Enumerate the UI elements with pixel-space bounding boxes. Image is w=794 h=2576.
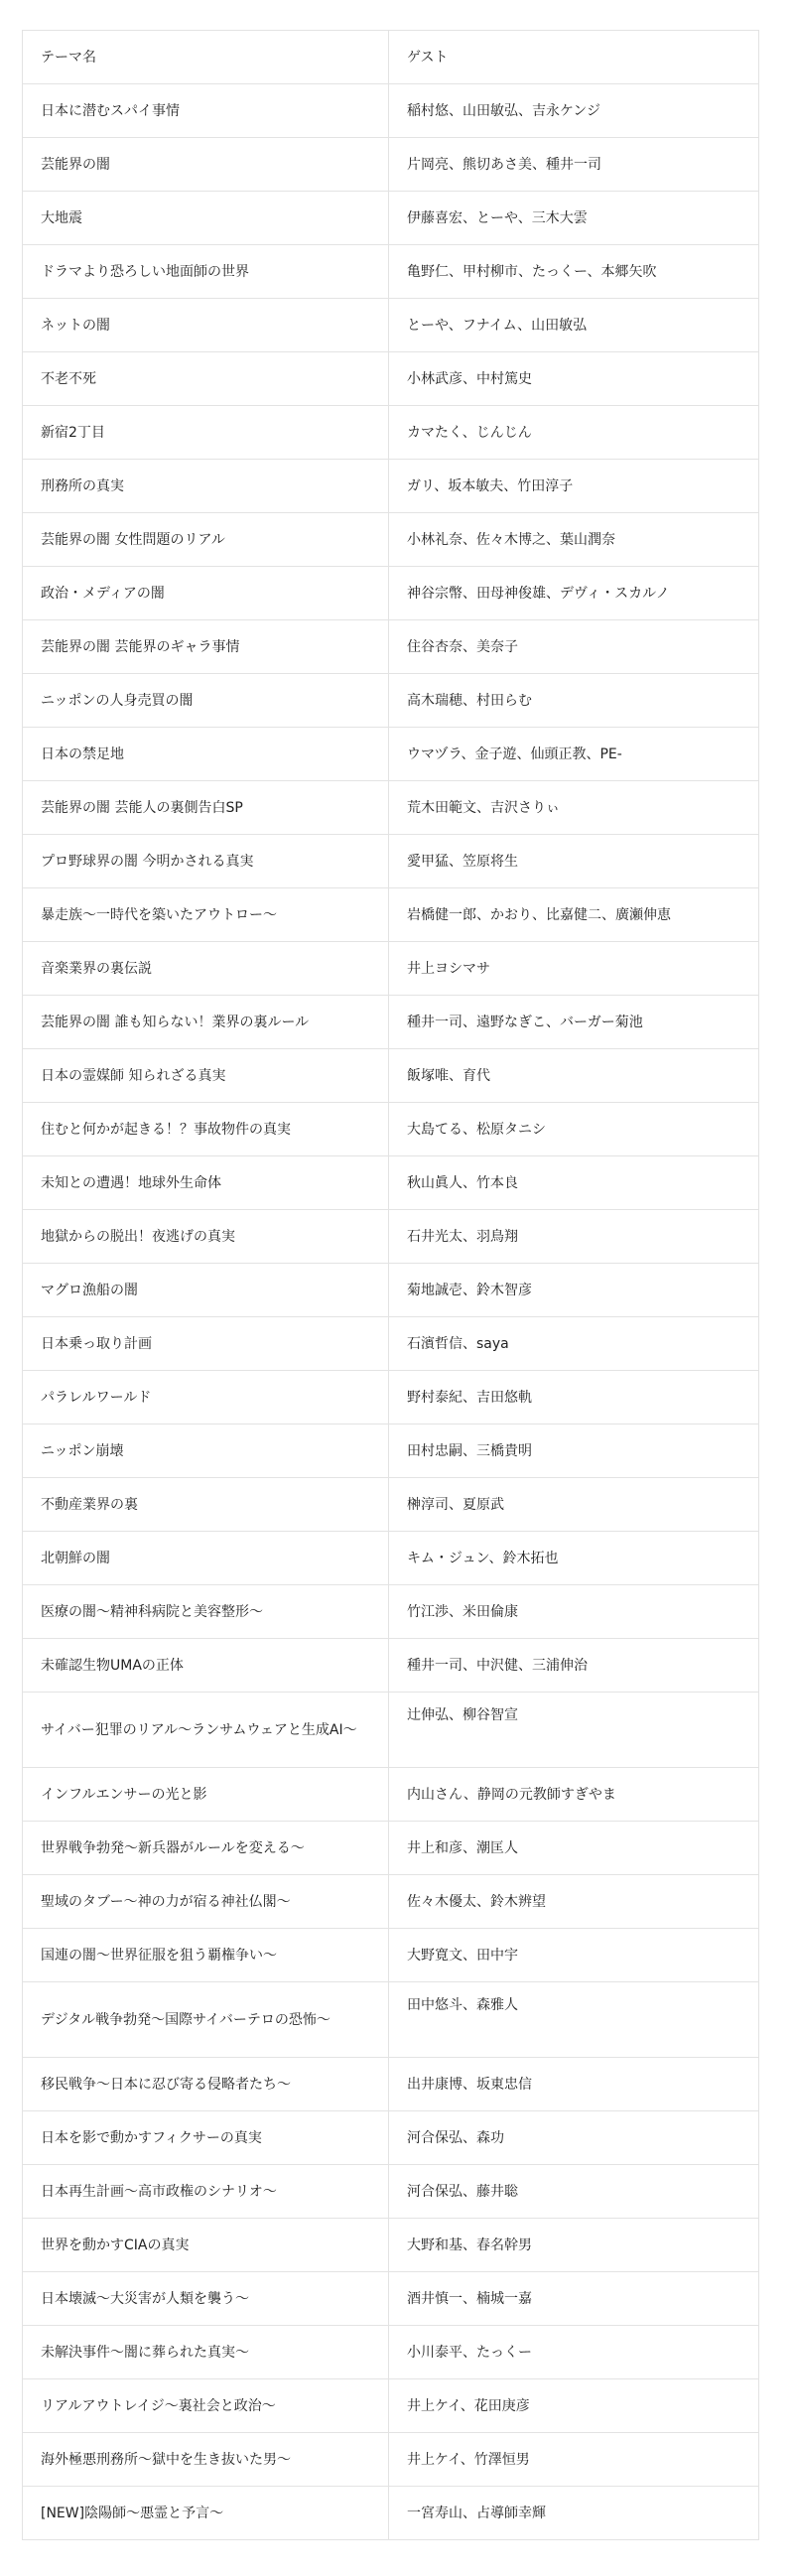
table-row <box>23 513 759 567</box>
theme-name-cell: 芸能界の闇 芸能人の裏側告白SP <box>23 781 389 835</box>
guest-cell: 荒木田範文、吉沢さりぃ <box>389 781 759 835</box>
guest-cell: 種井一司、中沢健、三浦伸治 <box>389 1639 759 1693</box>
table-row <box>23 1424 759 1478</box>
theme-name-cell: 日本を影で動かすフィクサーの真実 <box>23 2111 389 2165</box>
table-row <box>23 2326 759 2379</box>
theme-name-cell: 音楽業界の裏伝説 <box>23 942 389 996</box>
table-row <box>23 1639 759 1693</box>
guest-cell: 竹江渉、米田倫康 <box>389 1585 759 1639</box>
guest-cell: 岩橋健一郎、かおり、比嘉健二、廣瀬伸恵 <box>389 888 759 942</box>
theme-name-cell: [NEW]陰陽師〜悪霊と予言〜 <box>23 2487 389 2540</box>
theme-name-cell: 日本壊滅〜大災害が人類を襲う〜 <box>23 2272 389 2326</box>
guest-cell: 石井光太、羽鳥翔 <box>389 1210 759 1264</box>
table-row <box>23 1210 759 1264</box>
theme-name-cell: 医療の闇〜精神科病院と美容整形〜 <box>23 1585 389 1639</box>
table-row <box>23 299 759 352</box>
table-row <box>23 1532 759 1585</box>
theme-name-cell: デジタル戦争勃発〜国際サイバーテロの恐怖〜 <box>23 1982 389 2058</box>
theme-name-cell: 未確認生物UMAの正体 <box>23 1639 389 1693</box>
theme-name-cell: ドラマより恐ろしい地面師の世界 <box>23 245 389 299</box>
guest-cell: 田村忠嗣、三橋貴明 <box>389 1424 759 1478</box>
guest-cell: ウマヅラ、金子遊、仙頭正教、PE- <box>389 728 759 781</box>
theme-name-cell: 世界を動かすCIAの真実 <box>23 2219 389 2272</box>
table-row <box>23 942 759 996</box>
guest-cell: 井上ケイ、花田庚彦 <box>389 2379 759 2433</box>
table-row <box>23 2433 759 2487</box>
theme-name-cell: サイバー犯罪のリアル〜ランサムウェアと生成AI〜 <box>23 1693 389 1768</box>
guest-cell: 秋山眞人、竹本良 <box>389 1156 759 1210</box>
table-row <box>23 352 759 406</box>
theme-name-cell: インフルエンサーの光と影 <box>23 1768 389 1822</box>
table-row <box>23 2111 759 2165</box>
theme-name-cell: 北朝鮮の闇 <box>23 1532 389 1585</box>
guest-cell: 住谷杏奈、美奈子 <box>389 620 759 674</box>
guest-cell: 神谷宗幣、田母神俊雄、デヴィ・スカルノ <box>389 567 759 620</box>
guest-cell: 河合保弘、森功 <box>389 2111 759 2165</box>
table-row <box>23 674 759 728</box>
table-row <box>23 567 759 620</box>
table-row <box>23 1585 759 1639</box>
table-row <box>23 1049 759 1103</box>
guest-cell: 榊淳司、夏原武 <box>389 1478 759 1532</box>
table-row <box>23 2379 759 2433</box>
table-row <box>23 2165 759 2219</box>
theme-name-cell: 不老不死 <box>23 352 389 406</box>
table-row <box>23 1693 759 1768</box>
theme-name-cell: マグロ漁船の闇 <box>23 1264 389 1317</box>
table-row <box>23 2487 759 2540</box>
guest-cell: 石濱哲信、saya <box>389 1317 759 1371</box>
table-row <box>23 1103 759 1156</box>
table-row <box>23 620 759 674</box>
theme-guest-table-container <box>22 30 758 2540</box>
table-row <box>23 1982 759 2058</box>
guest-cell: ガリ、坂本敏夫、竹田淳子 <box>389 460 759 513</box>
theme-name-cell: 海外極悪刑務所〜獄中を生き抜いた男〜 <box>23 2433 389 2487</box>
theme-name-cell: 芸能界の闇 <box>23 138 389 192</box>
guest-cell: 大島てる、松原タニシ <box>389 1103 759 1156</box>
table-row <box>23 138 759 192</box>
guest-cell: 伊藤喜宏、とーや、三木大雲 <box>389 192 759 245</box>
theme-name-cell: ニッポン崩壊 <box>23 1424 389 1478</box>
table-row <box>23 835 759 888</box>
theme-guest-table <box>22 30 759 2540</box>
theme-name-cell: 大地震 <box>23 192 389 245</box>
guest-cell: 佐々木優太、鈴木辨望 <box>389 1875 759 1929</box>
guest-cell: 井上ヨシマサ <box>389 942 759 996</box>
theme-name-cell: 移民戦争〜日本に忍び寄る侵略者たち〜 <box>23 2058 389 2111</box>
table-row <box>23 1478 759 1532</box>
theme-name-cell: 住むと何かが起きる！？事故物件の真実 <box>23 1103 389 1156</box>
theme-name-cell: 未解決事件〜闇に葬られた真実〜 <box>23 2326 389 2379</box>
header-guest: ゲスト <box>389 31 759 84</box>
guest-cell: 稲村悠、山田敏弘、吉永ケンジ <box>389 84 759 138</box>
guest-cell: カマたく、じんじん <box>389 406 759 460</box>
table-row <box>23 728 759 781</box>
guest-cell: 井上ケイ、竹澤恒男 <box>389 2433 759 2487</box>
header-theme-name: テーマ名 <box>23 31 389 84</box>
table-row <box>23 1317 759 1371</box>
theme-name-cell: ネットの闇 <box>23 299 389 352</box>
theme-name-cell: 日本乗っ取り計画 <box>23 1317 389 1371</box>
theme-name-cell: 国連の闇〜世界征服を狙う覇権争い〜 <box>23 1929 389 1982</box>
guest-cell: キム・ジュン、鈴木拓也 <box>389 1532 759 1585</box>
theme-name-cell: パラレルワールド <box>23 1371 389 1424</box>
table-row <box>23 406 759 460</box>
table-row <box>23 192 759 245</box>
guest-cell: 出井康博、坂東忠信 <box>389 2058 759 2111</box>
table-row <box>23 460 759 513</box>
theme-name-cell: 刑務所の真実 <box>23 460 389 513</box>
theme-name-cell: 聖域のタブー〜神の力が宿る神社仏閣〜 <box>23 1875 389 1929</box>
theme-name-cell: ニッポンの人身売買の闇 <box>23 674 389 728</box>
table-row <box>23 996 759 1049</box>
theme-name-cell: 日本再生計画〜高市政権のシナリオ〜 <box>23 2165 389 2219</box>
table-row <box>23 1264 759 1317</box>
guest-cell: 井上和彦、潮匡人 <box>389 1822 759 1875</box>
guest-cell: 田中悠斗、森雅人 <box>389 1982 759 2058</box>
table-row <box>23 2058 759 2111</box>
guest-cell: 小川泰平、たっくー <box>389 2326 759 2379</box>
guest-cell: 菊地誠壱、鈴木智彦 <box>389 1264 759 1317</box>
theme-name-cell: リアルアウトレイジ〜裏社会と政治〜 <box>23 2379 389 2433</box>
table-row <box>23 1156 759 1210</box>
table-row <box>23 888 759 942</box>
table-row <box>23 1929 759 1982</box>
guest-cell: 内山さん、静岡の元教師すぎやま <box>389 1768 759 1822</box>
guest-cell: 種井一司、遠野なぎこ、バーガー菊池 <box>389 996 759 1049</box>
guest-cell: 亀野仁、甲村柳市、たっくー、本郷矢吹 <box>389 245 759 299</box>
guest-cell: 飯塚唯、育代 <box>389 1049 759 1103</box>
table-row <box>23 781 759 835</box>
theme-name-cell: 世界戦争勃発〜新兵器がルールを変える〜 <box>23 1822 389 1875</box>
table-header-row <box>23 31 759 84</box>
guest-cell: 高木瑞穂、村田らむ <box>389 674 759 728</box>
guest-cell: 河合保弘、藤井聡 <box>389 2165 759 2219</box>
theme-name-cell: 芸能界の闇 女性問題のリアル <box>23 513 389 567</box>
guest-cell: 大野寛文、田中宇 <box>389 1929 759 1982</box>
table-row <box>23 245 759 299</box>
theme-name-cell: 日本の霊媒師 知られざる真実 <box>23 1049 389 1103</box>
table-row <box>23 84 759 138</box>
theme-name-cell: 日本の禁足地 <box>23 728 389 781</box>
theme-name-cell: 芸能界の闇 芸能界のギャラ事情 <box>23 620 389 674</box>
guest-cell: とーや、フナイム、山田敏弘 <box>389 299 759 352</box>
theme-name-cell: プロ野球界の闇 今明かされる真実 <box>23 835 389 888</box>
theme-name-cell: 不動産業界の裏 <box>23 1478 389 1532</box>
theme-name-cell: 地獄からの脱出！夜逃げの真実 <box>23 1210 389 1264</box>
table-row <box>23 2219 759 2272</box>
guest-cell: 小林礼奈、佐々木博之、葉山潤奈 <box>389 513 759 567</box>
guest-cell: 一宮寿山、占導師幸輝 <box>389 2487 759 2540</box>
guest-cell: 愛甲猛、笠原将生 <box>389 835 759 888</box>
guest-cell: 片岡亮、熊切あさ美、種井一司 <box>389 138 759 192</box>
guest-cell: 辻伸弘、柳谷智宣 <box>389 1693 759 1768</box>
theme-name-cell: 日本に潜むスパイ事情 <box>23 84 389 138</box>
table-row <box>23 2272 759 2326</box>
theme-name-cell: 暴走族〜一時代を築いたアウトロー〜 <box>23 888 389 942</box>
table-row <box>23 1768 759 1822</box>
theme-name-cell: 新宿2丁目 <box>23 406 389 460</box>
guest-cell: 小林武彦、中村篤史 <box>389 352 759 406</box>
theme-name-cell: 芸能界の闇 誰も知らない！業界の裏ルール <box>23 996 389 1049</box>
table-row <box>23 1371 759 1424</box>
theme-name-cell: 未知との遭遇！地球外生命体 <box>23 1156 389 1210</box>
theme-name-cell: 政治・メディアの闇 <box>23 567 389 620</box>
table-row <box>23 1875 759 1929</box>
guest-cell: 酒井慎一、楠城一嘉 <box>389 2272 759 2326</box>
table-body <box>23 84 759 2540</box>
guest-cell: 野村泰紀、吉田悠軌 <box>389 1371 759 1424</box>
table-row <box>23 1822 759 1875</box>
guest-cell: 大野和基、春名幹男 <box>389 2219 759 2272</box>
